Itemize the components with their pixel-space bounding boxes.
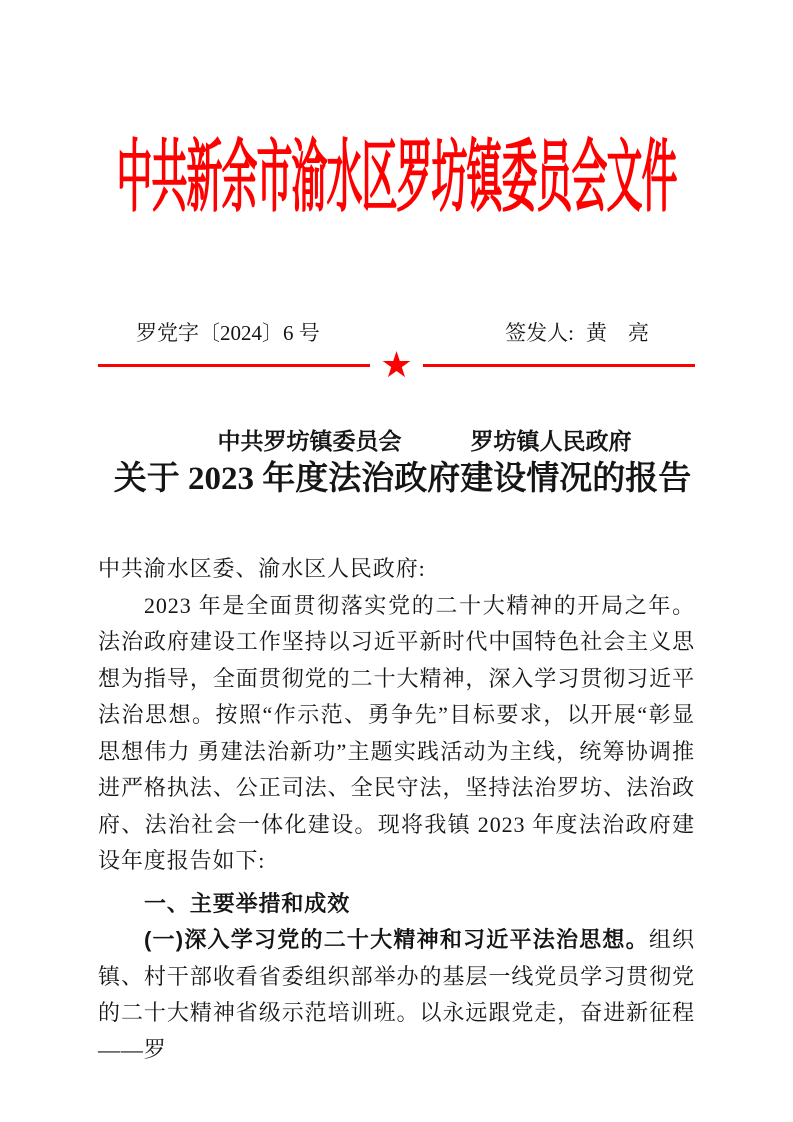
separator-line-left [98, 364, 370, 367]
text-run: 中共渝水区委、渝水区人民政府: [98, 556, 426, 581]
bold-heading-run: (一)深入学习党的二十大精神和习近平法治思想。 [144, 927, 649, 952]
issuer-name: 黄 亮 [586, 321, 649, 345]
document-body [98, 551, 695, 1068]
body-paragraph [98, 922, 695, 1068]
document-title: 关于 2023 年度法治政府建设情况的报告 [113, 461, 692, 497]
issuer-block [505, 320, 649, 346]
bold-heading-run: 一、主要举措和成效 [144, 890, 351, 916]
joint-issuer-committee: 中共罗坊镇委员会 [217, 429, 402, 454]
body-paragraph [98, 588, 695, 880]
issuer-label: 签发人: [505, 321, 574, 345]
separator-line-right [423, 364, 695, 367]
doc-info-row [98, 320, 695, 346]
red-letterhead [0, 133, 793, 222]
body-paragraph [98, 886, 695, 923]
joint-issuer-government: 罗坊镇人民政府 [470, 429, 632, 454]
text-run: 组织镇、村干部收看省委组织部举办的基层一线党员学习贯彻党的二十大精神省级示范培训班。以永远跟党走，奋进新征程——罗 [98, 927, 695, 1062]
issuing-org-title: 中共新余市渝水区罗坊镇委员会文件 [116, 133, 677, 222]
body-paragraph [98, 551, 695, 588]
content-column [98, 320, 695, 1068]
text-run: 2023 年是全面贯彻落实党的二十大精神的开局之年。法治政府建设工作坚持以习近平新时代中国特色社会主义思想为指导，全面贯彻党的二十大精神，深入学习贯彻习近平法治思想。按照“作示范、勇争先”目标要求，以开展“彰显思想伟力 勇建法治新功”主题实践活动为主线，统筹协调推进严格执法、公正司法、全民守法，坚持法治罗坊、法治政府、法治社会一体化建设。现将我镇 2023 年度法治政府建设年度报告如下: [98, 592, 695, 873]
red-separator [98, 345, 695, 385]
star-icon: ★ [380, 345, 413, 385]
joint-issuers-line [98, 428, 695, 455]
doc-number: 罗党字〔2024〕6 号 [136, 321, 320, 345]
